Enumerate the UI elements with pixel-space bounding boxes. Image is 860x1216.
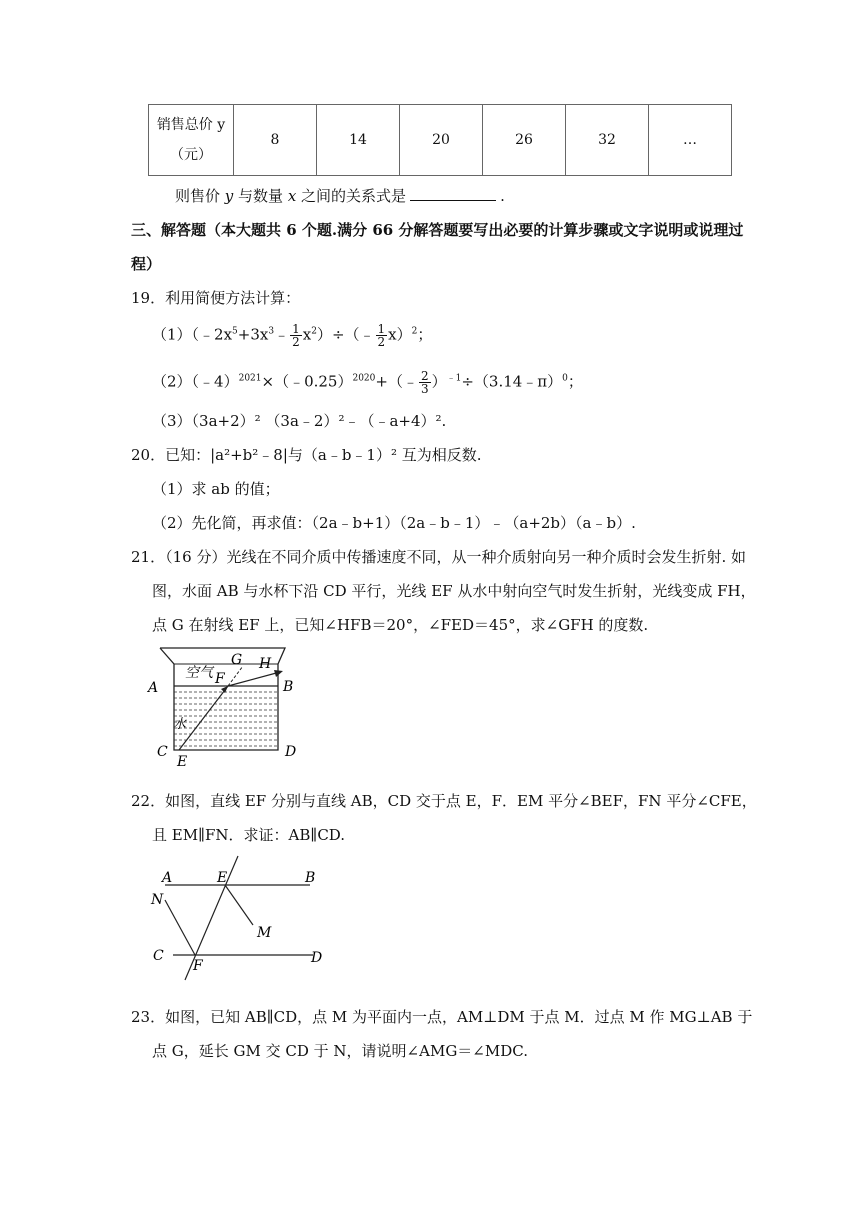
q22-line1: 22．如图，直线 EF 分别与直线 AB，CD 交于点 E，F．EM 平分∠BEF，FN 平分∠CFE， bbox=[131, 792, 757, 810]
q23-line1: 23．如图，已知 AB∥CD，点 M 为平面内一点，AM⊥DM 于点 M．过点 M 作 MG⊥AB 于 bbox=[131, 1008, 753, 1026]
q23-line2: 点 G，延长 GM 交 CD 于 N，请说明∠AMG＝∠MDC. bbox=[152, 1042, 528, 1060]
svg-text:C: C bbox=[157, 744, 168, 760]
q20-title: 20．已知：|a²+b²﹣8|与（a﹣b﹣1）² 互为相反数. bbox=[131, 446, 482, 464]
svg-text:G: G bbox=[231, 652, 243, 668]
refraction-figure bbox=[145, 646, 315, 768]
svg-text:C: C bbox=[153, 948, 164, 964]
section-heading-cont: 程） bbox=[131, 255, 162, 273]
table-header-line2: （元） bbox=[170, 147, 212, 163]
table-row bbox=[149, 105, 732, 176]
svg-text:M: M bbox=[257, 925, 272, 941]
svg-text:B: B bbox=[283, 679, 294, 695]
q20-part2: （2）先化简，再求值：（2a﹣b+1）（2a﹣b﹣1）﹣（a+2b）（a﹣b）. bbox=[152, 514, 636, 532]
svg-text:A: A bbox=[148, 680, 159, 696]
table-cell: … bbox=[649, 105, 732, 176]
fraction-half: $\frac{1}{2}$ bbox=[377, 322, 386, 349]
table-cell: 26 bbox=[483, 105, 566, 176]
q20-part1: （1）求 ab 的值； bbox=[152, 480, 280, 498]
q19-title: 19．利用简便方法计算： bbox=[131, 289, 301, 307]
svg-text:B: B bbox=[305, 870, 316, 886]
svg-text:H: H bbox=[259, 656, 272, 672]
q21-line3: 点 G 在射线 EF 上，已知∠HFB＝20°，∠FED＝45°，求∠GFH 的度数. bbox=[152, 616, 649, 634]
fraction-half: $\frac{1}{2}$ bbox=[292, 322, 300, 349]
table-cell: 14 bbox=[317, 105, 400, 176]
svg-text:F: F bbox=[193, 958, 203, 974]
q18-relation-line: 则售价 y 与数量 x 之间的关系式是 . bbox=[175, 187, 505, 205]
fraction-two-thirds: $\frac{2}{3}$ bbox=[420, 369, 429, 396]
answer-blank[interactable] bbox=[410, 186, 496, 201]
q21-line1: 21．（16 分）光线在不同介质中传播速度不同，从一种介质射向另一种介质时会发生折射. 如 bbox=[131, 548, 746, 566]
table-cell: 8 bbox=[234, 105, 317, 176]
q19-part2: （2）（﹣4）$^{2021}$×（﹣0.25）$^{2020}$+（﹣ $\frac{2}{3}$ ）$^{﹣1}$÷（3.14﹣π）$^0$； bbox=[152, 369, 583, 396]
svg-text:F: F bbox=[215, 671, 225, 687]
table-header-cell bbox=[149, 105, 234, 176]
svg-text:A: A bbox=[162, 870, 173, 886]
table-header-line1: 销售总价 y bbox=[156, 117, 226, 133]
q19-part3: （3）（3a+2）² （3a﹣2）²﹣（﹣a+4）². bbox=[152, 412, 447, 430]
q22-line2: 且 EM∥FN．求证：AB∥CD. bbox=[152, 826, 346, 844]
parallel-lines-figure bbox=[145, 852, 335, 984]
svg-text:N: N bbox=[151, 892, 164, 908]
svg-text:D: D bbox=[285, 744, 297, 760]
svg-text:E: E bbox=[177, 754, 188, 768]
label-air: 空气 bbox=[185, 665, 213, 681]
svg-text:E: E bbox=[217, 870, 228, 886]
table-cell: 32 bbox=[566, 105, 649, 176]
svg-text:D: D bbox=[311, 950, 323, 966]
table-cell: 20 bbox=[400, 105, 483, 176]
label-water: 水 bbox=[173, 717, 187, 732]
price-table bbox=[148, 104, 732, 176]
q21-line2: 图，水面 AB 与水杯下沿 CD 平行，光线 EF 从水中射向空气时发生折射，光线变成 FH， bbox=[152, 582, 756, 600]
q19-part1: $(1)(﹣2x^5+3x^3﹣$ $\frac{1}{2}$ $x^2)\div(﹣$ $\frac{1}{2}$ x）$^2$； bbox=[152, 322, 433, 349]
section-heading: 三、解答题（本大题共 6 个题.满分 66 分解答题要写出必要的计算步骤或文字说明或说理过 bbox=[131, 221, 744, 239]
